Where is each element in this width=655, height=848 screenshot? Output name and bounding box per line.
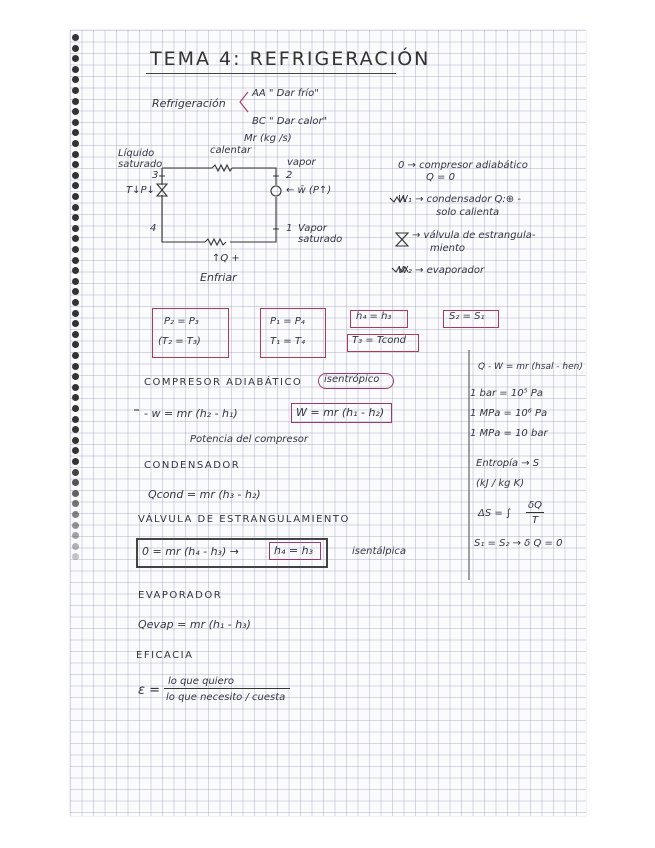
condensador-eq: Qcond = mr (h₃ - h₂): [148, 488, 261, 501]
legend-solo: solo calienta: [436, 207, 500, 218]
evaporador-title: EVAPORADOR: [138, 590, 223, 601]
state-2: 2: [286, 170, 293, 181]
compresor-title: COMPRESOR ADIABÁTICO: [144, 377, 303, 388]
valvula-res: h₄ = h₃: [274, 544, 313, 557]
potencia-label: Potencia del compresor: [190, 434, 309, 445]
eq-t2t3: (T₂ = T₃): [158, 336, 201, 347]
vapor-label: vapor: [287, 157, 316, 168]
eficacia-title: EFICACIA: [136, 650, 194, 661]
evaporador-eq: Qevap = mr (h₁ - h₃): [138, 618, 251, 631]
liquido-label: Líquido: [118, 148, 155, 159]
compresor-eq2: W = mr (h₁ - h₂): [296, 406, 385, 419]
valvula-title: VÁLVULA DE ESTRANGULAMIENTO: [138, 514, 350, 525]
energy-balance: Q - W = mr (hsal - hen): [478, 362, 583, 372]
legend-compresor: 0 → compresor adiabático: [398, 160, 528, 171]
isentropico-label: isentrópico: [324, 374, 380, 385]
delta-s: ΔS = ∫: [478, 508, 512, 519]
isentropic-condition: S₁ = S₂ → δ Q = 0: [474, 538, 563, 549]
vapor-saturado-label-2: saturado: [298, 234, 343, 245]
eq-p1p4: P₁ = P₄: [270, 316, 305, 327]
isentalpica-label: isentálpica: [352, 546, 407, 557]
aa-label: AA " Dar frío": [252, 88, 319, 99]
legend-q0: Q = 0: [426, 172, 455, 183]
eq-p2p3: P₂ = P₃: [164, 316, 199, 327]
calentar-label: calentar: [210, 145, 252, 156]
compresor-eq: - w = mr (h₂ - h₁): [144, 407, 238, 420]
ds-numerator: δQ: [528, 500, 542, 511]
eq-s2s1: S₂ = S₁: [449, 311, 485, 322]
state-3: 3: [152, 170, 159, 181]
eficacia-denominator: lo que necesito / cuesta: [166, 692, 286, 703]
mpa-conversion-1: 1 MPa = 10⁶ Pa: [470, 408, 548, 419]
eq-t3: T₃ = Tcond: [352, 335, 407, 346]
mpa-conversion-2: 1 MPa = 10 bar: [470, 428, 548, 439]
condensador-title: CONDENSADOR: [144, 460, 241, 471]
entropia-units: (kJ / kg K): [476, 478, 525, 489]
vapor-saturado-label-1: Vapor: [298, 223, 327, 234]
refrigeracion-label: Refrigeración: [152, 97, 226, 110]
page-title: TEMA 4: REFRIGERACIÓN: [150, 48, 431, 70]
valvula-eq: 0 = mr (h₄ - h₃) →: [142, 545, 239, 558]
mass-flow-label: Mr (kg /s): [244, 133, 292, 144]
legend-valvula: → válvula de estrangula-: [412, 230, 536, 241]
heat-in-label: ↑Q +: [212, 253, 240, 264]
eficacia-numerator: lo que quiero: [168, 676, 234, 687]
legend-condensador: W₁ → condensador Q:⊕ -: [398, 194, 521, 205]
fraction-bar: [164, 688, 290, 689]
state-4: 4: [150, 223, 157, 234]
bar-conversion: 1 bar = 10⁵ Pa: [470, 388, 543, 399]
tp-label: T↓P↓: [126, 185, 155, 196]
legend-miento: miento: [430, 243, 466, 254]
entropia-label: Entropía → S: [476, 458, 540, 469]
eq-t1t4: T₁ = T₄: [270, 336, 305, 347]
enfriar-label: Enfriar: [200, 271, 237, 284]
eq-h4h3: h₄ = h₃: [356, 311, 392, 322]
saturado-label: saturado: [118, 159, 163, 170]
bc-label: BC " Dar calor": [252, 116, 328, 127]
eficacia-eps: ε =: [138, 683, 161, 698]
state-1: 1: [286, 223, 293, 234]
ds-fraction-bar: [526, 512, 544, 513]
ds-denominator: T: [532, 515, 539, 526]
legend-evaporador: W₂ → evaporador: [398, 265, 485, 276]
work-label: ← w̄ (P↑): [286, 185, 332, 196]
